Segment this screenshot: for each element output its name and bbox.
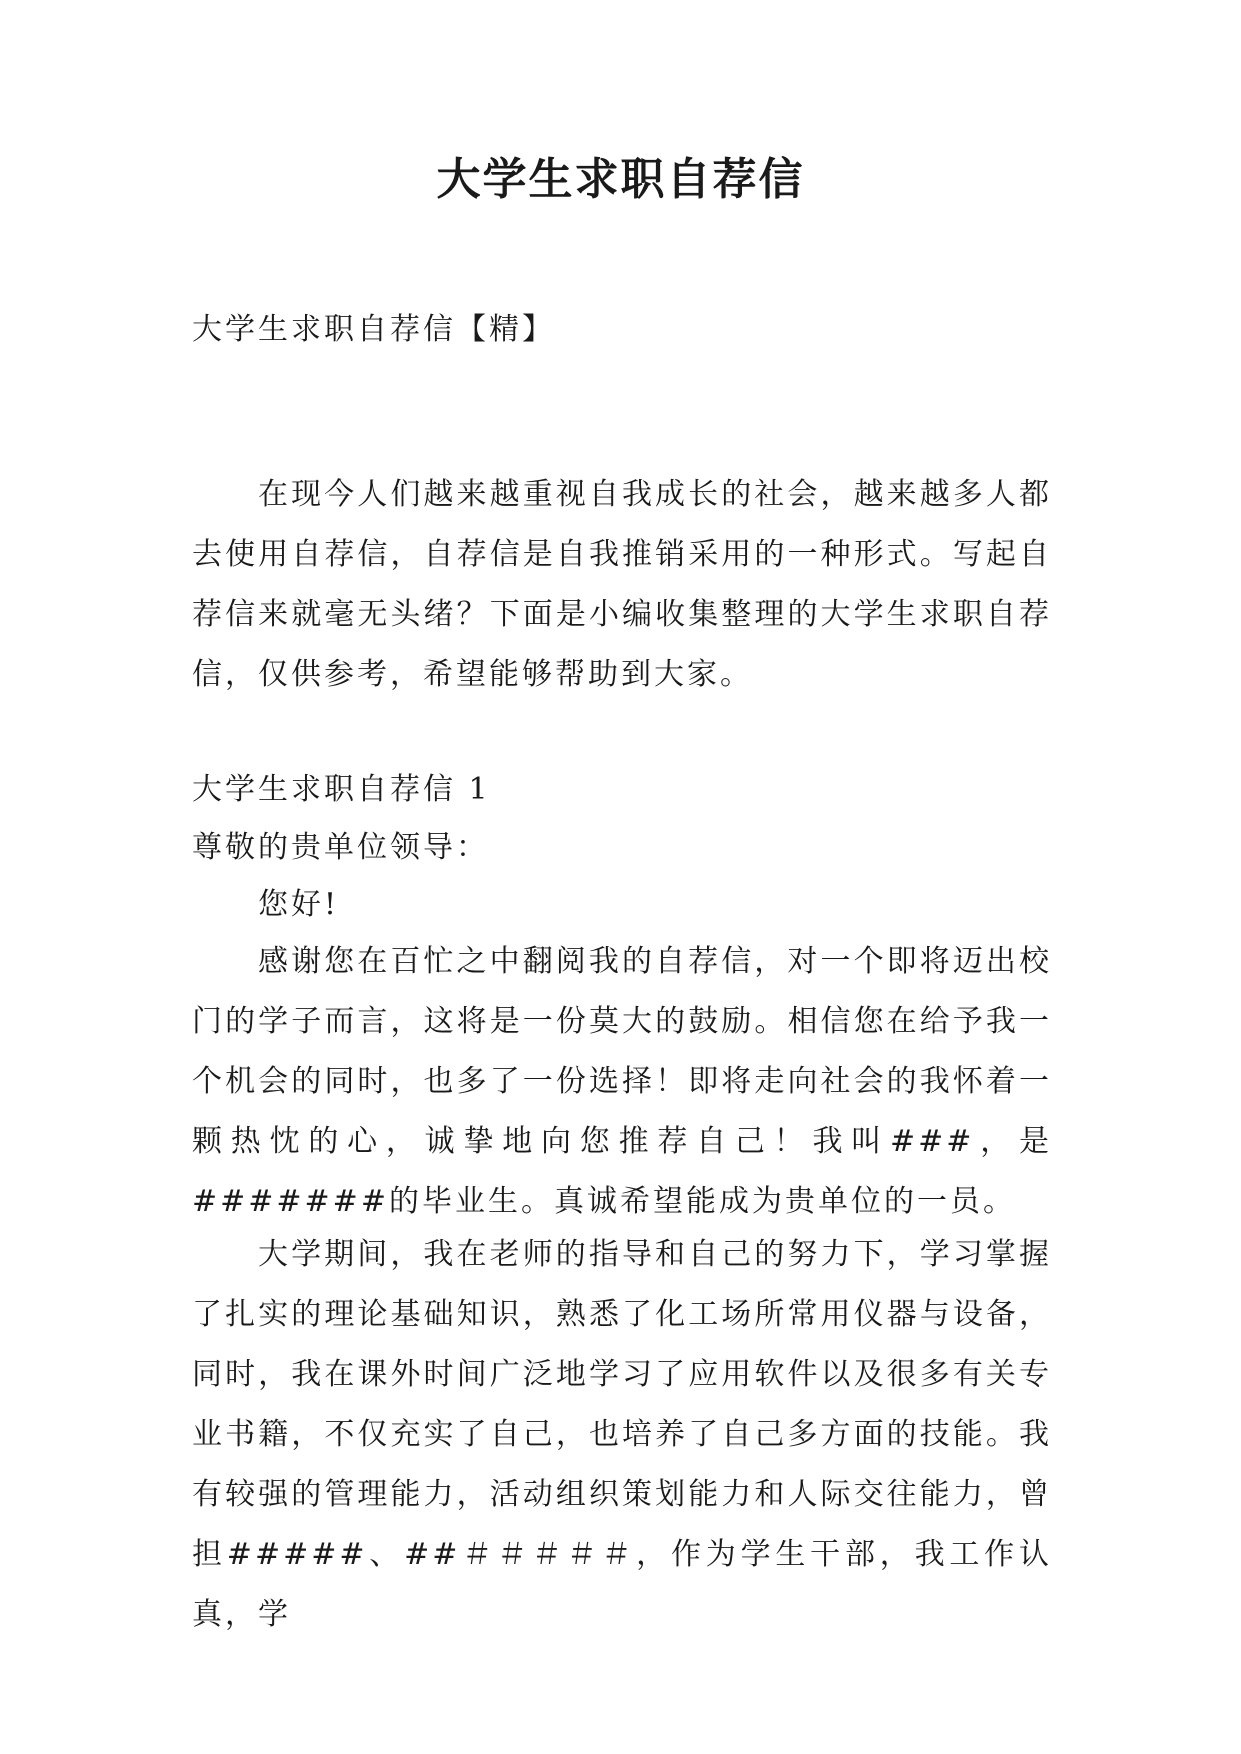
body-paragraph: 大学期间，我在老师的指导和自己的努力下，学习掌握了扎实的理论基础知识，熟悉了化工场所常用仪器与设备，同时，我在课外时间广泛地学习了应用软件以及很多有关专业书籍，不仅充实了自己，也培养了自己多方面的技能。我有较强的管理能力，活动组织策划能力和人际交往能力，曾担#####、##＃＃＃＃＃，作为学生干部，我工作认真，学 [192, 1237, 1052, 1632]
body-paragraph: 感谢您在百忙之中翻阅我的自荐信，对一个即将迈出校门的学子而言，这将是一份莫大的鼓励。相信您在给予我一个机会的同时，也多了一份选择！即将走向社会的我怀着一颗热忱的心，诚挚地向您推荐自己！我叫###，是#######的毕业生。真诚希望能成为贵单位的一员。 [192, 944, 1052, 1219]
section-heading: 大学生求职自荐信 1 [192, 772, 491, 807]
intro-paragraph: 在现今人们越来越重视自我成长的社会，越来越多人都去使用自荐信，自荐信是自我推销采用的一种形式。写起自荐信来就毫无头绪？下面是小编收集整理的大学生求职自荐信，仅供参考，希望能够帮助到大家。 [192, 477, 1052, 692]
letter-greeting: 您好! [258, 887, 340, 922]
document-subtitle: 大学生求职自荐信【精】 [192, 312, 555, 347]
document-title: 大学生求职自荐信 [436, 154, 805, 205]
letter-salutation: 尊敬的贵单位领导： [192, 830, 489, 865]
